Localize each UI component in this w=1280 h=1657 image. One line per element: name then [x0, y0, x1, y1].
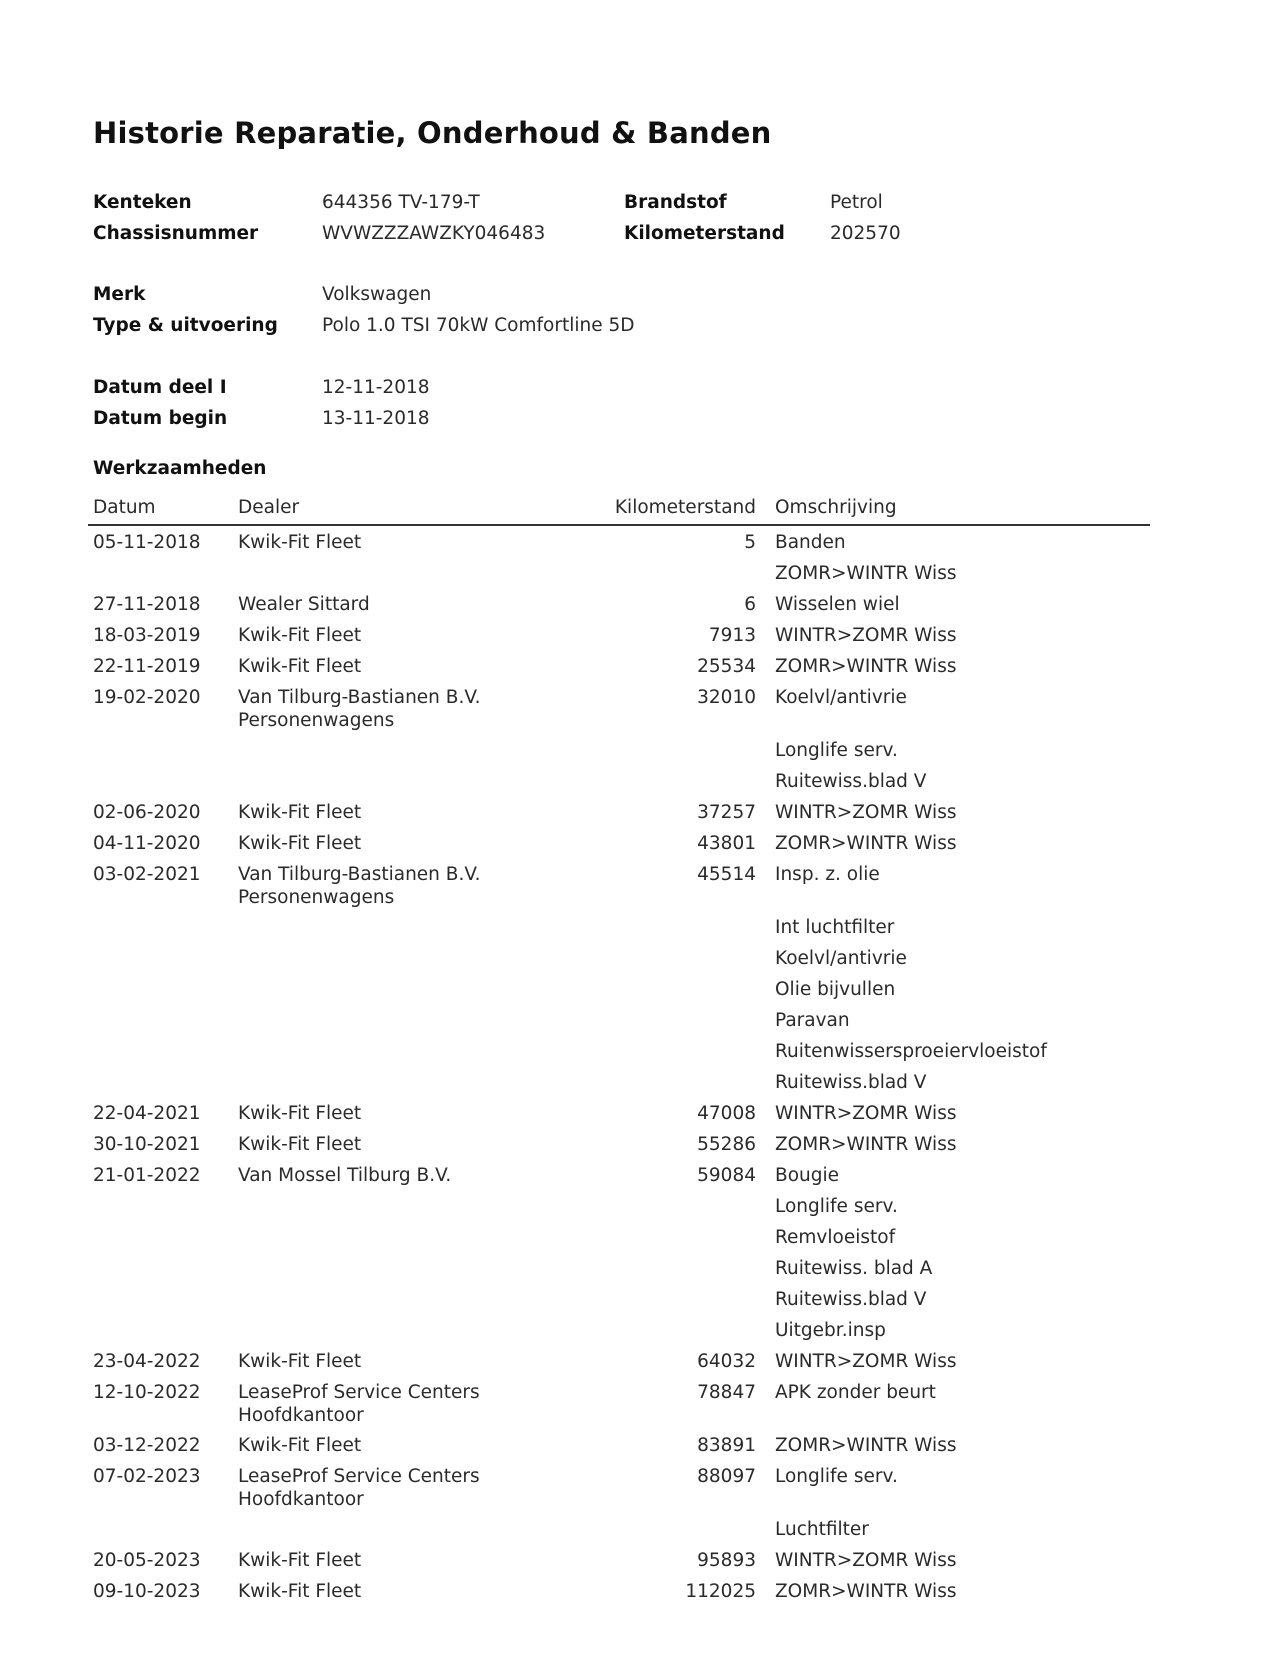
omschrijving-item: Longlife serv.: [775, 1196, 898, 1217]
cell-dealer: Kwik-Fit Fleet: [238, 1435, 362, 1456]
omschrijving-item: Int luchtfilter: [775, 917, 895, 938]
chassis-value: WVWZZZAWZKY046483: [322, 223, 546, 244]
cell-kilometerstand: 64032: [697, 1351, 756, 1372]
cell-dealer: Kwik-Fit Fleet: [238, 625, 362, 646]
datum-begin-value: 13-11-2018: [322, 408, 430, 429]
table-row: [0, 589, 1280, 620]
cell-dealer: LeaseProf Service Centers Hoofdkantoor: [238, 1382, 480, 1426]
cell-dealer: Kwik-Fit Fleet: [238, 1581, 362, 1602]
cell-omschrijving: [775, 1160, 932, 1346]
cell-datum: 03-12-2022: [93, 1435, 201, 1456]
omschrijving-item: WINTR>ZOMR Wiss: [775, 802, 957, 823]
cell-dealer: Wealer Sittard: [238, 594, 370, 615]
cell-kilometerstand: 47008: [697, 1103, 756, 1124]
table-row: [0, 1377, 1280, 1430]
cell-kilometerstand: 43801: [697, 833, 756, 854]
cell-omschrijving: [775, 1098, 956, 1129]
werkzaamheden-table: [0, 527, 1280, 1607]
omschrijving-item: Banden: [775, 532, 846, 553]
cell-kilometerstand: 83891: [697, 1435, 756, 1456]
cell-datum: 21-01-2022: [93, 1165, 201, 1186]
table-row: [0, 620, 1280, 651]
cell-omschrijving: [775, 1129, 956, 1160]
cell-omschrijving: [775, 797, 956, 828]
omschrijving-item: ZOMR>WINTR Wiss: [775, 1581, 957, 1602]
cell-dealer: Kwik-Fit Fleet: [238, 1351, 362, 1372]
omschrijving-item: ZOMR>WINTR Wiss: [775, 1134, 957, 1155]
cell-kilometerstand: 95893: [697, 1550, 756, 1571]
column-header-dealer: Dealer: [238, 497, 300, 518]
omschrijving-item: ZOMR>WINTR Wiss: [775, 1435, 957, 1456]
cell-dealer: Kwik-Fit Fleet: [238, 833, 362, 854]
cell-dealer: Kwik-Fit Fleet: [238, 1550, 362, 1571]
omschrijving-item: Bougie: [775, 1165, 840, 1186]
cell-datum: 19-02-2020: [93, 687, 201, 708]
cell-kilometerstand: 45514: [697, 864, 756, 885]
table-row: [0, 1160, 1280, 1346]
omschrijving-item: Ruitenwissersproeiervloeistof: [775, 1041, 1047, 1062]
omschrijving-item: APK zonder beurt: [775, 1382, 936, 1403]
cell-datum: 07-02-2023: [93, 1466, 201, 1487]
cell-omschrijving: [775, 620, 956, 651]
brandstof-value: Petrol: [830, 192, 883, 213]
kilometerstand-value: 202570: [830, 223, 901, 244]
omschrijving-item: Ruitewiss.blad V: [775, 1072, 927, 1093]
table-header: [88, 495, 1150, 525]
chassis-label: Chassisnummer: [93, 223, 259, 244]
table-row: [0, 1545, 1280, 1576]
cell-dealer: Van Tilburg-Bastianen B.V. Personenwagens: [238, 864, 481, 908]
cell-dealer: Kwik-Fit Fleet: [238, 1134, 362, 1155]
omschrijving-item: WINTR>ZOMR Wiss: [775, 1351, 957, 1372]
table-row: [0, 828, 1280, 859]
omschrijving-item: Uitgebr.insp: [775, 1320, 886, 1341]
table-row: [0, 527, 1280, 589]
datum-begin-label: Datum begin: [93, 408, 228, 429]
vehicle-date-info: [93, 372, 593, 434]
cell-datum: 23-04-2022: [93, 1351, 201, 1372]
table-row: [0, 1461, 1280, 1545]
omschrijving-item: Ruitewiss. blad A: [775, 1258, 933, 1279]
cell-datum: 12-10-2022: [93, 1382, 201, 1403]
merk-value: Volkswagen: [322, 284, 432, 305]
omschrijving-item: Longlife serv.: [775, 740, 898, 761]
column-header-datum: Datum: [93, 497, 156, 518]
cell-datum: 22-04-2021: [93, 1103, 201, 1124]
omschrijving-item: Olie bijvullen: [775, 979, 896, 1000]
cell-datum: 27-11-2018: [93, 594, 201, 615]
type-value: Polo 1.0 TSI 70kW Comfortline 5D: [322, 315, 635, 336]
omschrijving-item: WINTR>ZOMR Wiss: [775, 1550, 957, 1571]
omschrijving-item: Ruitewiss.blad V: [775, 771, 927, 792]
kilometerstand-label: Kilometerstand: [624, 223, 785, 244]
vehicle-info-right: [624, 187, 1024, 249]
cell-kilometerstand: 25534: [697, 656, 756, 677]
omschrijving-item: WINTR>ZOMR Wiss: [775, 1103, 957, 1124]
cell-omschrijving: [775, 1430, 956, 1461]
cell-kilometerstand: 5: [744, 532, 756, 553]
header-divider: [88, 524, 1150, 526]
cell-datum: 05-11-2018: [93, 532, 201, 553]
cell-kilometerstand: 55286: [697, 1134, 756, 1155]
omschrijving-item: ZOMR>WINTR Wiss: [775, 833, 957, 854]
merk-label: Merk: [93, 284, 146, 305]
cell-omschrijving: [775, 589, 900, 620]
cell-omschrijving: [775, 1576, 956, 1607]
cell-omschrijving: [775, 682, 926, 797]
cell-dealer: Van Tilburg-Bastianen B.V. Personenwagens: [238, 687, 481, 731]
cell-omschrijving: [775, 1346, 956, 1377]
cell-dealer: Kwik-Fit Fleet: [238, 656, 362, 677]
cell-datum: 30-10-2021: [93, 1134, 201, 1155]
omschrijving-item: Koelvl/antivrie: [775, 687, 907, 708]
cell-kilometerstand: 112025: [685, 1581, 756, 1602]
cell-datum: 03-02-2021: [93, 864, 201, 885]
cell-datum: 20-05-2023: [93, 1550, 201, 1571]
cell-omschrijving: [775, 527, 956, 589]
table-row: [0, 859, 1280, 1098]
brandstof-label: Brandstof: [624, 192, 727, 213]
omschrijving-item: Insp. z. olie: [775, 864, 880, 885]
cell-kilometerstand: 88097: [697, 1466, 756, 1487]
table-row: [0, 1346, 1280, 1377]
cell-omschrijving: [775, 1377, 936, 1430]
table-row: [0, 651, 1280, 682]
cell-omschrijving: [775, 1461, 898, 1545]
kenteken-value: 644356 TV-179-T: [322, 192, 480, 213]
table-row: [0, 797, 1280, 828]
datum-deel1-value: 12-11-2018: [322, 377, 430, 398]
column-header-kilometerstand: Kilometerstand: [614, 497, 756, 518]
table-row: [0, 1576, 1280, 1607]
cell-datum: 18-03-2019: [93, 625, 201, 646]
omschrijving-item: ZOMR>WINTR Wiss: [775, 563, 957, 584]
cell-omschrijving: [775, 828, 956, 859]
cell-omschrijving: [775, 859, 1047, 1098]
cell-omschrijving: [775, 1545, 956, 1576]
cell-datum: 09-10-2023: [93, 1581, 201, 1602]
table-row: [0, 682, 1280, 797]
type-label: Type & uitvoering: [93, 315, 278, 336]
omschrijving-item: Ruitewiss.blad V: [775, 1289, 927, 1310]
column-header-omschrijving: Omschrijving: [775, 497, 897, 518]
cell-kilometerstand: 32010: [697, 687, 756, 708]
omschrijving-item: Paravan: [775, 1010, 850, 1031]
cell-kilometerstand: 7913: [708, 625, 756, 646]
cell-dealer: Van Mossel Tilburg B.V.: [238, 1165, 452, 1186]
datum-deel1-label: Datum deel I: [93, 377, 227, 398]
table-row: [0, 1129, 1280, 1160]
cell-dealer: LeaseProf Service Centers Hoofdkantoor: [238, 1466, 480, 1510]
cell-omschrijving: [775, 651, 956, 682]
vehicle-info-left: [93, 187, 593, 249]
cell-kilometerstand: 78847: [697, 1382, 756, 1403]
cell-datum: 04-11-2020: [93, 833, 201, 854]
werkzaamheden-heading: Werkzaamheden: [93, 458, 267, 479]
omschrijving-item: Remvloeistof: [775, 1227, 896, 1248]
cell-dealer: Kwik-Fit Fleet: [238, 532, 362, 553]
cell-dealer: Kwik-Fit Fleet: [238, 1103, 362, 1124]
cell-datum: 22-11-2019: [93, 656, 201, 677]
omschrijving-item: Luchtfilter: [775, 1519, 869, 1540]
kenteken-label: Kenteken: [93, 192, 192, 213]
omschrijving-item: Longlife serv.: [775, 1466, 898, 1487]
cell-dealer: Kwik-Fit Fleet: [238, 802, 362, 823]
vehicle-model-info: [93, 279, 793, 341]
page-title: Historie Reparatie, Onderhoud & Banden: [93, 116, 772, 150]
cell-kilometerstand: 59084: [697, 1165, 756, 1186]
cell-kilometerstand: 37257: [697, 802, 756, 823]
cell-datum: 02-06-2020: [93, 802, 201, 823]
table-row: [0, 1430, 1280, 1461]
cell-kilometerstand: 6: [744, 594, 756, 615]
omschrijving-item: ZOMR>WINTR Wiss: [775, 656, 957, 677]
table-row: [0, 1098, 1280, 1129]
omschrijving-item: Koelvl/antivrie: [775, 948, 907, 969]
omschrijving-item: Wisselen wiel: [775, 594, 900, 615]
omschrijving-item: WINTR>ZOMR Wiss: [775, 625, 957, 646]
